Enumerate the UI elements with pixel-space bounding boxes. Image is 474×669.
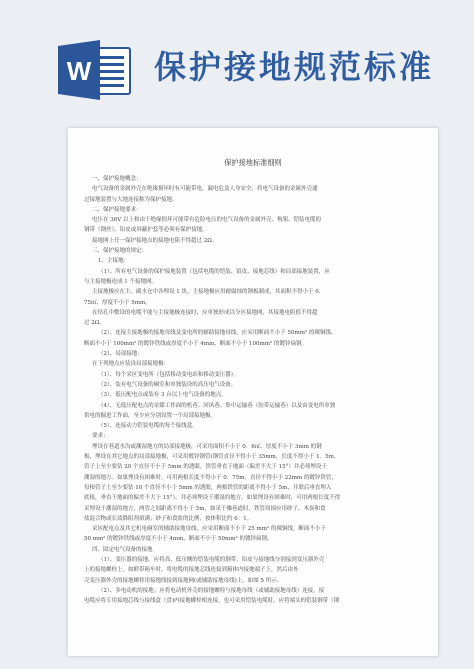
- document-line: 50 mm² 的镀锌铁线或厚度不小于 4mm、断面不小于 50mm² 的镀锌扁钢。: [84, 536, 273, 543]
- document-body: [68, 174, 438, 606]
- document-line: 电气设备的金属外壳在绝缘损坏时有可能带电，漏电危及人身安全，将电气设备的金属外壳通: [92, 186, 318, 193]
- document-line: 盐混合物或长效降阻剂填满；砂子和食盐的比例，按体积比约 6：1。: [84, 515, 253, 522]
- document-line: 1、主接地：: [98, 258, 129, 265]
- header: [0, 0, 474, 110]
- document-line: （2）、局部接地：: [98, 351, 143, 358]
- document-page: [68, 128, 438, 656]
- page-title: 保护接地规范标准: [154, 48, 435, 86]
- document-line: 板，埋设在其它地点的局部接地极，可采用镀锌钢管(钢管直径不得小于 35mm，长度不得小于 1．5m。: [84, 454, 340, 461]
- document-line: 电缆应将专用接地芯线与接线盒（盘)内接地螺栓相连接，也可采用铠装电缆时，应将端头的铠装钢带（钢: [84, 598, 340, 605]
- document-line: 二、保护接地要求：: [92, 206, 142, 213]
- document-line: 供电的掘进工作面，至少应分别设置一个局部接地极。: [84, 412, 217, 419]
- document-line: 每根管子上至少要钻 10 个直径不小于 5mm 的透眼，两根铁管的距离不得小于 5m，并联后垂直埋入: [84, 484, 332, 491]
- document-line: 管子上至少要钻 20 个直径不小于 5mm 的透眼，铁管垂直于地面（偏差不大于 15°）并必须埋设于: [84, 464, 327, 471]
- document-line: 与主接地极连成 1 个接地网。: [84, 278, 157, 285]
- document-title: 保护接地标准细则: [224, 158, 282, 167]
- word-document-icon: [58, 40, 134, 100]
- document-line: 钢带（钢丝）、铅皮或屏蔽护套等必须有保护接地。: [84, 227, 208, 234]
- document-line: 三、保护接地的规定：: [92, 248, 148, 255]
- document-line: 底板，垂直于地面的偏差不大于 15°）。并必须埋设于潮湿的地方。如果埋设有困难时，可用两根长度不得: [84, 495, 341, 502]
- document-line: （4）、无低压配电点的采煤工作面的机巷、回风巷、集中运输巷（胶带运输巷）以及由变电所单独: [98, 402, 336, 409]
- document-line: （2）、多电动机的接地。应将电动机外壳的接地螺栓与接地母线（或辅助接地母线）连接，接: [98, 587, 325, 594]
- document-line: 壳变压器外壳的接地螺栓用接地线接到接地网(或辅助接地母线)上，如图 5 所示。: [84, 577, 283, 584]
- document-line: 在下列地点应装设局部接地极：: [92, 361, 170, 368]
- document-line: 上的接地螺栓上，如附带箱车时，将电缆的接地芯线连接到箱体内接地端子上，然后由外: [84, 567, 299, 574]
- document-line: 主接地极应在主、副水仓中各埋设 1 块，主接地极应用耐腐蚀的钢板制成，其面积不得小于 0.: [92, 289, 321, 296]
- document-line: 在钻孔中敷设的电缆不能与主接地极连接时，应单独形成以分区接地网，其接地电阻值不得超: [92, 309, 318, 316]
- document-line: 潮湿的地方。如果埋设有困难时，可用两根长度不得小于 0．75m、直径不得小于 22mm 的镀锌铁管，: [84, 474, 337, 481]
- document-line: （3）、低压配电点或装有 3 台以上电气设备的地点。: [98, 392, 227, 399]
- document-line: 采区配电点及其它机电硐室的辅助接地母线，应采用断面不小于 25 mm² 的裸铜线，断面不小于: [92, 526, 326, 533]
- document-line: 电压在 36V 以上和由于绝缘损坏可能带有危险电压的电气设备的金属外壳、构架、铠装电缆的: [92, 217, 321, 224]
- document-line: 采埋设于潮湿的地方，两管之间距离不得小于 5m，如采干燥巷道时，铁管周围应用砂子、木炭和食: [84, 505, 326, 512]
- document-line: 接地网上任一保护接地点的接地电阻不得超过 2Ω。: [92, 237, 218, 244]
- document-line: （2）、连接主接地极的接地母线及变电所的辅助接地母线，应采用断面不小于 50mm² 的裸铜线、: [98, 330, 337, 337]
- document-line: 四、固定电气设备的接地: [92, 546, 153, 553]
- document-line: （1）、每个采区变电所（包括移动变电站和移动变压器）。: [98, 371, 240, 378]
- document-line: 一、保护接地概念：: [92, 176, 142, 182]
- document-line: （5）、连接动力铠装电缆的每个接线盒。: [98, 423, 198, 430]
- document-line: （1）、变压器的接地。应将高、低压侧的铠装电缆的钢带、铅皮与接地线分别接到变压器外壳: [98, 556, 325, 563]
- document-line: 要求：: [92, 433, 109, 440]
- document-line: （2）、装有电气设备的硐室和单独装设的高压电气设备。: [98, 381, 237, 388]
- document-line: 过 2Ω。: [84, 320, 105, 327]
- document-line: 75㎡、厚度不小于 5mm。: [84, 299, 151, 306]
- document-line: 断面不小于 100mm² 的镀锌铁线或厚度不小于 4mm、断面不小于 100mm² 的镀锌扁钢。: [84, 340, 307, 347]
- word-icon-letter: W: [66, 56, 92, 86]
- document-line: （1）、所有电气设备的保护接地装置（包括电缆的铠装、铅皮、接地芯线）和局部接地装置，应: [98, 268, 330, 275]
- document-line: 过接地装置与大地连接称为保护接地。: [84, 196, 178, 203]
- document-line: 埋设在巷道水沟或潮湿地方的局部接地极，可采用面积不小于 0．6㎡、厚度不小于 3mm 的钢: [92, 443, 322, 450]
